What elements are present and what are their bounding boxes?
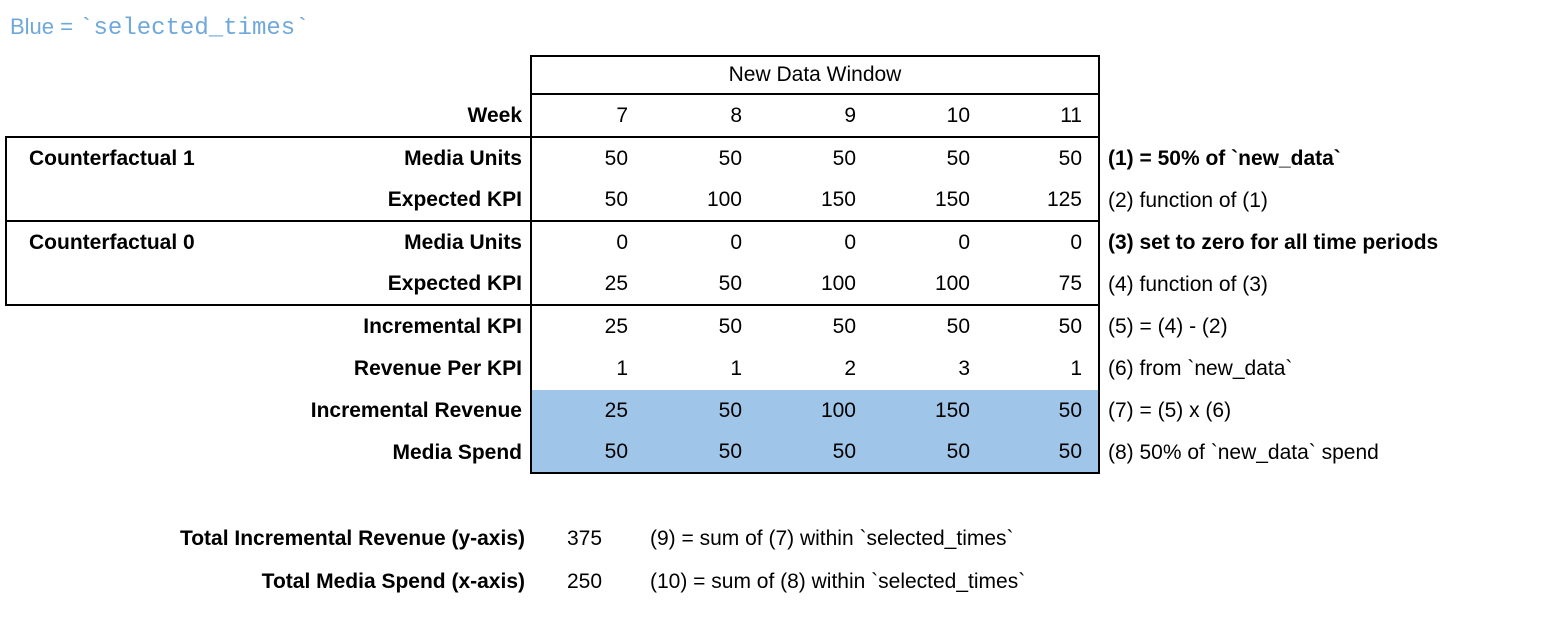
table-cell: 50 xyxy=(946,315,970,338)
legend-code: `selected_times` xyxy=(79,15,310,42)
table-cell: 1 xyxy=(986,348,1100,390)
row-label-media-spend: Media Spend xyxy=(392,441,522,464)
table-cell: 50 xyxy=(832,315,856,338)
counterfactual-table xyxy=(5,55,1540,474)
group-label-spacer xyxy=(5,264,255,306)
group-label-counterfactual-1: Counterfactual 1 xyxy=(5,138,255,180)
table-cell-highlighted: 50 xyxy=(644,390,758,432)
week-cell: 7 xyxy=(530,95,644,138)
total-media-spend-row xyxy=(5,560,1025,603)
week-cell: 11 xyxy=(986,95,1100,138)
table-cell: 150 xyxy=(758,180,872,222)
row-label-incremental-kpi: Incremental KPI xyxy=(363,315,522,338)
table-cell: 25 xyxy=(530,264,644,306)
legend-blue-selected-times xyxy=(10,14,310,42)
table-cell: 0 xyxy=(986,222,1100,264)
total-incremental-revenue-label: Total Incremental Revenue (y-axis) xyxy=(179,526,525,550)
table-cell-highlighted: 50 xyxy=(758,432,872,474)
annotation-6: (6) from `new_data` xyxy=(1108,357,1293,380)
table-cell: 100 xyxy=(644,180,758,222)
week-label: Week xyxy=(5,95,530,138)
table-cell: 0 xyxy=(958,231,970,254)
table-cell: 50 xyxy=(946,147,970,170)
table-cell: 100 xyxy=(758,264,872,306)
table-cell: 50 xyxy=(986,306,1100,348)
week-cell: 10 xyxy=(872,95,986,138)
table-cell: 50 xyxy=(530,138,644,180)
annotation-9: (9) = sum of (7) within `selected_times` xyxy=(650,526,1014,550)
table-cell: 50 xyxy=(644,264,758,306)
annotation-4: (4) function of (3) xyxy=(1108,273,1268,296)
total-incremental-revenue-value: 375 xyxy=(567,526,603,550)
table-cell-highlighted: 150 xyxy=(872,390,986,432)
table-cell: 50 xyxy=(530,180,644,222)
group-label-counterfactual-0: Counterfactual 0 xyxy=(5,222,255,264)
annotation-10: (10) = sum of (8) within `selected_times` xyxy=(650,569,1026,593)
table-cell: 0 xyxy=(844,231,856,254)
table-cell: 25 xyxy=(530,306,644,348)
total-incremental-revenue-row xyxy=(5,517,1025,560)
week-cell: 9 xyxy=(758,95,872,138)
table-cell: 125 xyxy=(986,180,1100,222)
table-cell-highlighted: 50 xyxy=(986,390,1100,432)
annotation-2: (2) function of (1) xyxy=(1108,189,1268,212)
table-cell: 75 xyxy=(986,264,1100,306)
table-cell-highlighted: 50 xyxy=(644,432,758,474)
annotation-3: (3) set to zero for all time periods xyxy=(1108,231,1439,254)
annotation-1: (1) = 50% of `new_data` xyxy=(1108,147,1341,170)
week-cell: 8 xyxy=(644,95,758,138)
table-cell-highlighted: 50 xyxy=(872,432,986,474)
table-cell: 0 xyxy=(530,222,644,264)
table-cell-highlighted: 100 xyxy=(758,390,872,432)
row-label-revenue-per-kpi: Revenue Per KPI xyxy=(353,357,522,380)
total-media-spend-value: 250 xyxy=(567,569,603,593)
table-cell-highlighted: 50 xyxy=(986,432,1100,474)
table-cell: 100 xyxy=(872,264,986,306)
totals-section xyxy=(5,517,1025,603)
table-cell: 50 xyxy=(832,147,856,170)
table-header-new-data-window: New Data Window xyxy=(530,55,1100,95)
legend-prefix: Blue = xyxy=(10,14,80,39)
table-cell: 1 xyxy=(530,348,644,390)
row-label-incremental-revenue: Incremental Revenue xyxy=(310,399,522,422)
table-cell: 50 xyxy=(718,147,742,170)
group-label-spacer xyxy=(5,180,255,222)
row-label-expected-kpi: Expected KPI xyxy=(255,180,530,222)
annotation-5: (5) = (4) - (2) xyxy=(1108,315,1228,338)
table-cell: 2 xyxy=(844,357,856,380)
annotation-8: (8) 50% of `new_data` spend xyxy=(1108,441,1379,464)
table-cell: 50 xyxy=(986,138,1100,180)
table-cell: 0 xyxy=(730,231,742,254)
row-label-expected-kpi: Expected KPI xyxy=(255,264,530,306)
table-cell: 150 xyxy=(872,180,986,222)
table-cell-highlighted: 25 xyxy=(530,390,644,432)
row-label-media-units: Media Units xyxy=(404,231,522,254)
table-cell: 1 xyxy=(730,357,742,380)
total-media-spend-label: Total Media Spend (x-axis) xyxy=(261,569,525,593)
annotation-7: (7) = (5) x (6) xyxy=(1108,399,1232,422)
table-cell-highlighted: 50 xyxy=(530,432,644,474)
table-cell: 3 xyxy=(958,357,970,380)
row-label-media-units: Media Units xyxy=(404,147,522,170)
table-cell: 50 xyxy=(718,315,742,338)
